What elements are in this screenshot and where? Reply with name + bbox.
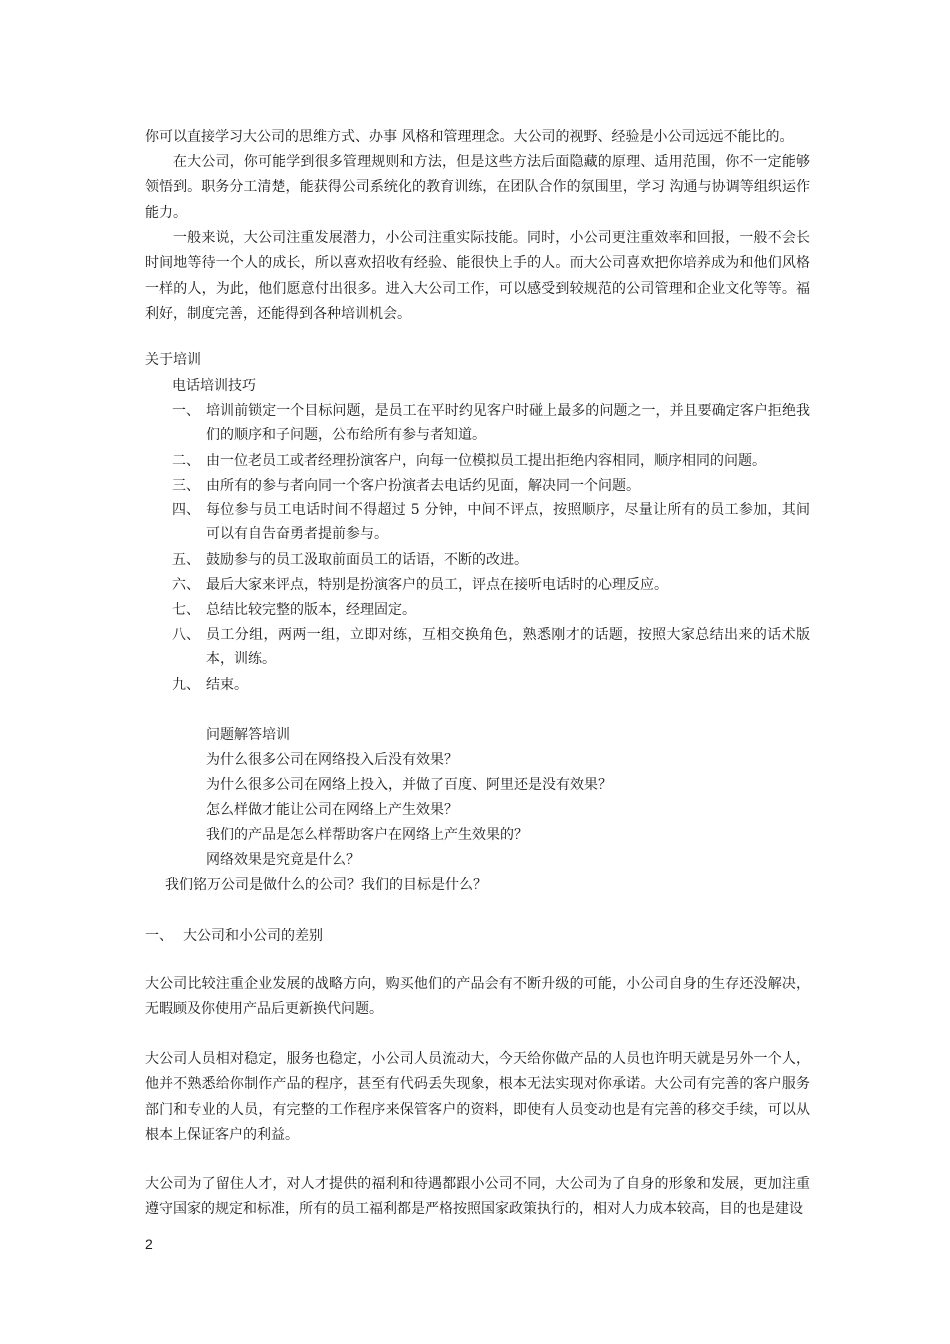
paragraph-2: 在大公司，你可能学到很多管理规则和方法，但是这些方法后面隐藏的原理、适用范围，你不一定能够领悟到。职务分工清楚，能获得公司系统化的教育训练，在团队合作的氛围里，学习 沟通与协调等组织运作能力。	[145, 154, 810, 221]
section-title: 大公司和小公司的差别	[183, 928, 323, 944]
step-number: 八、	[172, 627, 200, 643]
qa-final-question: 我们铭万公司是做什么的公司？我们的目标是什么？	[165, 877, 487, 893]
step-number: 九、	[172, 677, 200, 693]
section-paragraph: 大公司人员相对稳定，服务也稳定，小公司人员流动大，今天给你做产品的人员也许明天就是另外一个人，他并不熟悉给你制作产品的程序，甚至有代码丢失现象，根本无法实现对你承诺。大公司有完善的客户服务部门和专业的人员，有完整的工作程序来保管客户的资料，即使有人员变动也是有完善的移交手续，可以从根本上保证客户的利益。	[145, 1051, 810, 1143]
section-number: 一、	[145, 928, 173, 944]
step-text: 由所有的参与者向同一个客户扮演者去电话约见面，解决同一个问题。	[206, 478, 640, 494]
page-number: 2	[145, 1236, 153, 1252]
section-paragraph: 大公司比较注重企业发展的战略方向，购买他们的产品会有不断升级的可能，小公司自身的生存还没解决，无暇顾及你使用产品后更新换代问题。	[145, 976, 810, 1018]
step-text: 每位参与员工电话时间不得超过 5 分钟，中间不评点，按照顺序，尽量让所有的员工参加，其间可以有自告奋勇者提前参与。	[206, 502, 810, 542]
step-text: 最后大家来评点，特别是扮演客户的员工，评点在接听电话时的心理反应。	[206, 577, 668, 593]
step-number: 七、	[172, 602, 200, 618]
step-text: 培训前锁定一个目标问题，是员工在平时约见客户时碰上最多的问题之一，并且要确定客户拒绝我们的顺序和子问题，公布给所有参与者知道。	[206, 403, 810, 443]
step-number: 四、	[172, 502, 200, 518]
qa-question: 我们的产品是怎么样帮助客户在网络上产生效果的？	[206, 827, 528, 843]
step-text: 由一位老员工或者经理扮演客户，向每一位模拟员工提出拒绝内容相同，顺序相同的问题。	[206, 453, 766, 469]
training-subheading: 电话培训技巧	[172, 378, 256, 394]
step-number: 五、	[172, 552, 200, 568]
qa-question: 怎么样做才能让公司在网络上产生效果？	[206, 802, 458, 818]
training-heading: 关于培训	[145, 352, 201, 368]
qa-question: 为什么很多公司在网络上投入，并做了百度、阿里还是没有效果？	[206, 777, 612, 793]
qa-question: 网络效果是究竟是什么？	[206, 852, 360, 868]
section-paragraph: 大公司为了留住人才，对人才提供的福利和待遇都跟小公司不同，大公司为了自身的形象和发展，更加注重遵守国家的规定和标准，所有的员工福利都是严格按照国家政策执行的，相对人力成本较高，目的也是建设	[145, 1176, 810, 1218]
step-text: 结束。	[206, 677, 248, 693]
step-text: 员工分组，两两一组，立即对练，互相交换角色，熟悉刚才的话题，按照大家总结出来的话术版本，训练。	[206, 627, 810, 667]
qa-question: 为什么很多公司在网络投入后没有效果？	[206, 752, 458, 768]
step-number: 二、	[172, 453, 200, 469]
step-number: 三、	[172, 478, 200, 494]
paragraph-3: 一般来说，大公司注重发展潜力，小公司注重实际技能。同时，小公司更注重效率和回报，一般不会长时间地等待一个人的成长，所以喜欢招收有经验、能很快上手的人。而大公司喜欢把你培养成为和他们风格一样的人，为此，他们愿意付出很多。进入大公司工作，可以感受到较规范的公司管理和企业文化等等。福利好，制度完善，还能得到各种培训机会。	[145, 230, 810, 322]
qa-heading: 问题解答培训	[206, 727, 290, 743]
step-text: 总结比较完整的版本，经理固定。	[206, 602, 416, 618]
step-number: 六、	[172, 577, 200, 593]
paragraph-1: 你可以直接学习大公司的思维方式、办事 风格和管理理念。大公司的视野、经验是小公司远远不能比的。	[145, 129, 794, 145]
step-text: 鼓励参与的员工汲取前面员工的话语，不断的改进。	[206, 552, 528, 568]
step-number: 一、	[172, 403, 200, 419]
